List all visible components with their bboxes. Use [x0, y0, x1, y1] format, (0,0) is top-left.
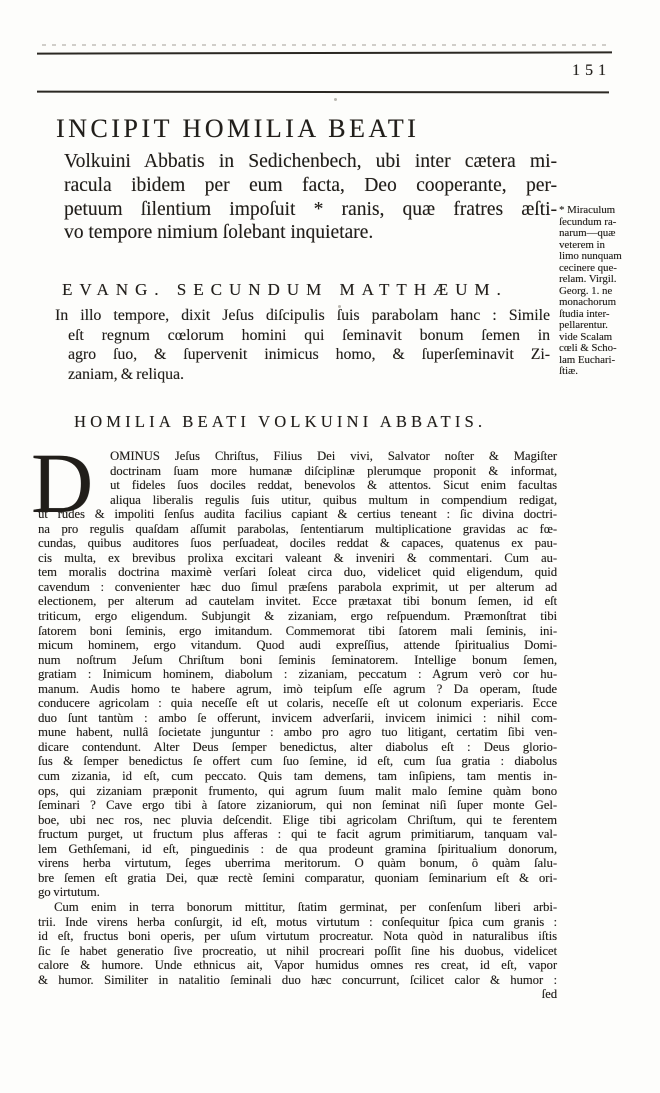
body-line: doctrinam ſuam more humanæ diſciplinæ plerumque proponit & informat, — [110, 463, 557, 478]
incipit-title: INCIPIT HOMILIA BEATI — [56, 114, 420, 143]
margin-note-line: ſtudia inter- — [559, 307, 610, 320]
body-line: mune habent, nullâ ſocietate junguntur : ambo pro agro tuo litigant, certatim ſibi ven- — [38, 725, 557, 740]
drop-cap-initial: D — [31, 435, 94, 531]
body-line: ſatorem boni ſeminis, ergo imitandum. Commemorat tibi ſatorem mali ſeminis, ini- — [38, 623, 557, 638]
body-line: dicare contendunt. Alter Deus ſemper benedictus, alter diabolus eſt : Deus glorio- — [38, 739, 557, 754]
gospel-line: eſt regnum cœlorum homini qui ſeminavit bonum ſemen in — [68, 326, 550, 344]
homily-body — [38, 449, 557, 1002]
gospel-line: zaniam, & reliqua. — [68, 365, 184, 383]
body-line: cavendum : convenienter hæc duo ſimul præſens parabola exprimit, ut per alterum ad — [38, 579, 557, 594]
body-line: triticum, ergo eligendum. Subjungit & zizaniam, ergo reſpuendum. Præmonſtrat tibi — [38, 609, 557, 624]
page-number: 151 — [572, 62, 611, 79]
body-line: Cum enim in terra bonorum mittitur, ſtatim germinat, per conſenſum liberi arbi- — [54, 899, 557, 914]
margin-note-line: cœli & Scho- — [559, 342, 617, 354]
header-rule-top — [37, 51, 612, 55]
gospel-line: agro ſuo, & ſupervenit inimicus homo, & ſuperſeminavit Zi- — [68, 346, 550, 364]
body-line: num noſtrum Jeſum Chriſtum boni ſeminis ſeminatorem. Intellige bonum ſemen, — [38, 652, 557, 667]
margin-note-line: lam Euchari- — [559, 353, 616, 366]
scan-speck — [334, 98, 337, 101]
margin-note-line: narum—quæ — [559, 227, 616, 239]
subtitle-line: racula ibidem per eum facta, Deo cooperante, per- — [64, 174, 557, 196]
body-line: electionem, per alterum ad cautelam invitet. Ecce prætaxat tibi bonum ſemen, id eſt — [38, 594, 557, 609]
body-line: aliqua liberalis regulis ſuis utitur, quibus multum in compendium redigat, — [110, 492, 557, 507]
body-line: trii. Inde virens herba conſurgit, id eſt, motus virtutum : conſequitur ſpica cum granis : — [38, 914, 557, 929]
gospel-heading: EVANG. SECUNDUM MATTHÆUM. — [62, 280, 508, 299]
margin-note-line: vide Scalam — [559, 330, 613, 343]
body-line: conducere agricolam : quia neceſſe eſt ut colaris, neceſſe eſt ut colonum experiaris. Ecce — [38, 696, 557, 711]
margin-note-line: veterem in — [559, 238, 605, 251]
body-line: lem Gethſemani, id eſt, pinguedinis : de qua prodeunt gramina ſpiritualium donorum, — [38, 841, 557, 856]
subtitle-line: Volkuini Abbatis in Sedichenbech, ubi inter cætera mi- — [64, 151, 557, 172]
body-line: bre ſemen eſt gratia Dei, quæ rectè ſemini comparatur, quoniam ſeminarium eſt & ori- — [38, 870, 557, 885]
body-line: ops, qui zizaniam præponit frumento, qui agrum ſuum malit malo ſemine quàm bono — [38, 783, 557, 798]
body-line: micum hominem, ergo vitandum. Quod audi expreſſius, attende ſpiritualius Domi- — [38, 638, 557, 653]
body-line: boe, ubi nec ros, nec pluvia deſcendit. Elige tibi agricolam Chriſtum, qui te ferentem — [38, 812, 557, 827]
body-line: ſic ſe habet generatio ſive procreatio, ut nihil procreari poſſit ſine his duobus, videlicet — [38, 943, 557, 958]
margin-note-line: relam. Virgil. — [559, 273, 617, 285]
gospel-line: In illo tempore, dixit Jeſus diſcipulis ſuis parabolam hanc : Simile — [55, 307, 550, 324]
body-line: ut rudes & impoliti ſenſus audita facilius capiant & certius teneant : ſic divina doctri- — [38, 507, 557, 522]
body-line: cundas, quibus auditores ſuos perſuadeat, dociles reddat & capaces, quatenus ex pau- — [38, 536, 557, 551]
body-line: calore & humore. Unde ethnicus ait, Vapor humidus omnes res creat, id eſt, vapor — [38, 958, 557, 973]
subtitle-line: petuum ſilentium impoſuit * ranis, quæ fratres æſti- — [64, 198, 557, 220]
body-line: na pro regulis quaſdam aſſumit parabolas, ſententiarum multiplicatione gravidas ac fœ- — [38, 521, 557, 536]
body-line: virens herba virtutum, ſeges uberrima meritorum. O quàm bonum, ô quàm ſalu- — [38, 856, 557, 871]
body-line: ſus & ſemper benedictus ſe offert cum ſuo ſemine, id eſt, cum ſua gratia : diabolus — [38, 754, 557, 769]
margin-note — [559, 205, 656, 378]
homily-heading: HOMILIA BEATI VOLKUINI ABBATIS. — [74, 412, 487, 431]
catchword: ſed — [541, 987, 557, 1002]
body-line: OMINUS Jeſus Chriſtus, Filius Dei vivi, Salvator noſter & Magiſter — [110, 449, 557, 463]
body-line: cis multa, ex brevibus prolixa excitari valeant & inveniri & commentari. Cum au- — [38, 550, 557, 565]
gospel-text — [55, 306, 550, 384]
body-line: tem moralis doctrina maximè verſari ſoleat circa duo, videlicet quid eligendum, quid — [38, 565, 557, 580]
margin-note-line: pellarentur. — [559, 319, 608, 331]
body-line: fructum purget, ut fructum plus afferas : qui te facit agrum primitiarum, tanquam val- — [38, 827, 557, 842]
margin-note-line: monachorum — [559, 296, 616, 308]
margin-note-line: * Miraculum — [559, 204, 616, 216]
body-line: gratiam : Inimicum hominem, diabolum : zizaniam, peccatum : Agrum verò cor hu- — [38, 667, 557, 682]
body-line: duo ſunt tantùm : ambo ſe offerunt, invicem adverſarii, invicem inimici : nihil com- — [38, 710, 557, 725]
margin-note-line: cecinere que- — [559, 261, 617, 274]
body-line: go virtutum. — [38, 885, 100, 900]
body-line: id eſt, fructus boni operis, per uſum virtutum procreatur. Nota quòd in naturalibus iſtis — [38, 929, 557, 944]
margin-note-line: ſecundum ra- — [559, 215, 617, 228]
margin-note-line: limo nunquam — [559, 250, 622, 262]
body-line: cum zizania, id eſt, cum peccato. Quis tam demens, tam inſipiens, tam mentis in- — [38, 769, 557, 784]
scan-artifact-rule — [42, 44, 608, 46]
body-line: ut fideles ſuos dociles reddat, benevolos & attentos. Sicut enim facultas — [110, 478, 557, 493]
body-line: & humor. Similiter in natalitio ſeminali duo hæc concurrunt, ſcilicet calor & humor : — [38, 972, 557, 987]
header-rule-bottom — [37, 91, 609, 94]
margin-note-line: ſtiæ. — [559, 365, 578, 377]
body-line: ſeminari ? Cave ergo tibi à ſatore zizaniorum, qui non ſeminat niſi ſuper monte Gel- — [38, 798, 557, 813]
margin-note-line: Georg. 1. ne — [559, 284, 613, 297]
subtitle-line: vo tempore nimium ſolebant inquietare. — [64, 222, 374, 244]
body-line: manum. Audis homo te habere agrum, imò teipſum eſſe agrum ? Da operam, ſtude — [38, 681, 557, 696]
incipit-subtitle — [64, 150, 557, 245]
